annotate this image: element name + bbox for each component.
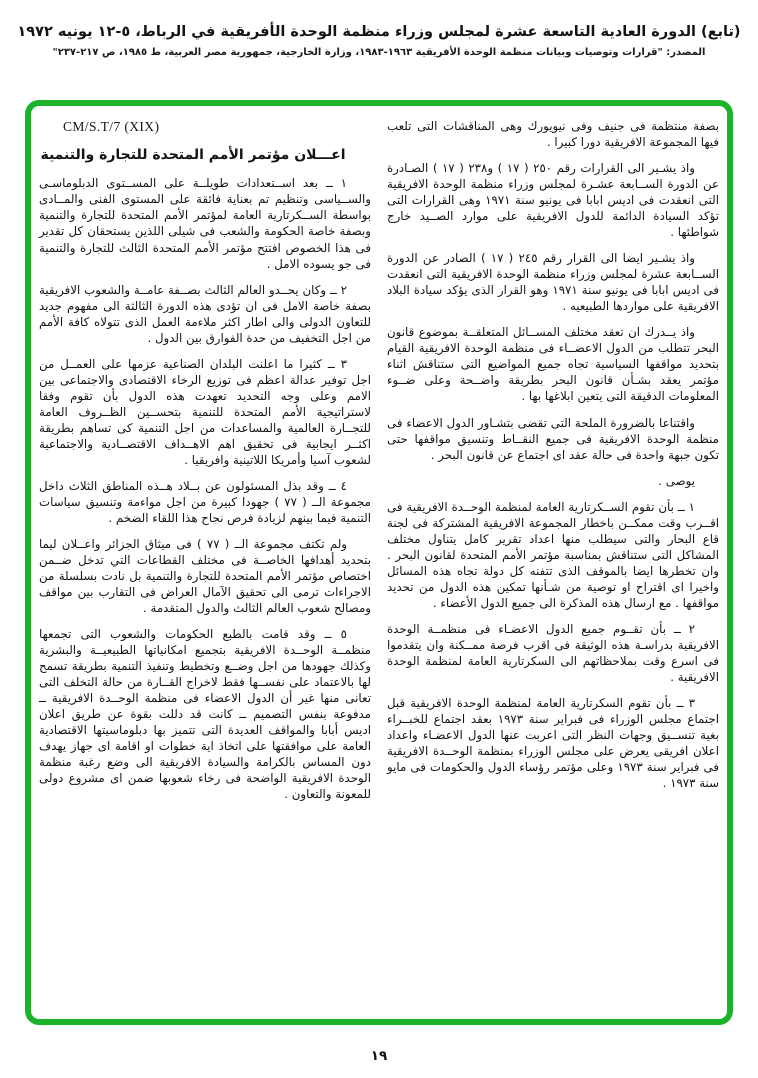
document-title: اعـــلان مؤتمر الأمم المتحدة للتجارة والتنمية — [40, 147, 346, 164]
document-frame — [25, 100, 733, 1025]
document-reference: CM/S.T/7 (XIX) — [63, 119, 160, 134]
paragraph: ولم تكتف مجموعة الــ ( ٧٧ ) فى ميثاق الجزائر واعــلان ليما بتحديد أهدافها الخاصــة فى مختلف القطاعات التي تدخل ضــمن اختصاص مؤتمر الأمم المتحدة للتجارة والتنمية بل نادت بسلسلة من الاجراءات ترمى الى تحقيق الآمال العراض فى التقارب بين مواقف ومصالح شعوب العالم الثالث والدول المتقدمة . — [39, 537, 371, 616]
recommendation-item: ٣ ــ بأن تقوم السكرتارية العامة لمنظمة الوحدة الافريقية قبل اجتماع مجلس الوزراء فى فبراير سنة ١٩٧٣ بعقد اجتماع للخبــراء بغية تنســيق وجهات النظر التى اعربت عنها الدول الاعضـاء واعداد اعلان افريقى يعرض على مجلس الوزراء بمنظمة الوحــدة الافريقية فى فبراير سنة ١٩٧٣ وعلى مؤتمر رؤساء الدول والحكومات فى مايو سنة ١٩٧٣ . — [387, 695, 719, 791]
source-citation: المصدر: "قرارات وتوصيات وبيانات منظمة الوحدة الأفريقية ١٩٦٣-١٩٨٣، وزارة الخارجية، جمهورية مصر العربية، ط ١٩٨٥، ص ٢١٧-٢٣٧" — [52, 47, 706, 58]
recommendation-heading: يوصى . — [658, 473, 695, 488]
right-column — [387, 118, 719, 1011]
left-column — [39, 118, 371, 1011]
session-title: (تابع) الدورة العادية التاسعة عشرة لمجلس وزراء منظمة الوحدة الأفريقية في الرباط، ٥-١٢ يونيه ١٩٧٢ — [17, 24, 741, 40]
recommendation-item: ٢ ــ بأن تقــوم جميع الدول الاعضـاء فى منظمــة الوحدة الافريقية بدراسـة هذه الوثيقة فى اقرب فرصة ممــكنة وان يتقدموا فى اسرع وقت بملاحظاتهم الى السكرتارية العامة لمنظمة الوحدة الافريقية . — [387, 621, 719, 684]
recommendation-item: ١ ــ بأن تقوم الســكرتارية العامة لمنظمة الوحــدة الافريقية فى اقــرب وقت ممكــن باخطار المجموعة الافريقية المشتركة فى لجنة قاع البحار والتى سيطلب منها اعداد تقرير كامل يتناول مختلف المشاكل التى ستناقش بمناسبة مؤتمر الأمم المتحدة لقانون البحر . وان تخطرها ايضا بالموقف الذى تتفنه كل دولة تجاه هذه المسائل واخيرا اى اقتراح او توصية من شـأنها تمكين هذه الدول من تحديد مواقفها . مع ارسال هذه المذكرة الى جميع الدول الأعضاء . — [387, 499, 719, 610]
paragraph: واذ يــدرك ان تعقد مختلف المســائل المتعلقــة بموضوع قانون البحر تتطلب من الدول الاعضــاء فى منظمة الوحدة الافريقية القيام بتحديد مواقفها السياسية تجاه جميع المواضيع التى ستناقش اثناء مؤتمر يعقد بشـأن قانون البحر بطريقة واضــحة وعلى ضــوء المعلومات الدقيقة التى يتعين ابلاغها بها . — [387, 325, 719, 404]
paragraph: ٣ ــ كثيرا ما اعلنت البلدان الصناعية عزمها على العمــل من اجل توفير عدالة اعظم فى توزيع الرخاء الاقتصادى والاجتماعى بين الامم وعلى وجه التحديد تعهدت هذه الدول بأن تقوم وفقا لاستراتيجية الأمم المتحدة للتنمية بتحســين الظــروف العامة للتجــارة العالمية والمساعدات من اجل التنمية كى تساهم بطريقة اكثــر ايجابية فى تحقيق اهم الاهــداف الاقتصــادية والاجتماعية لشعوب آسيا وأمريكا اللاتينية وافريقيا . — [39, 356, 371, 467]
page-number: ١٩ — [370, 1048, 388, 1064]
paragraph: ٥ ــ وقد قامت بالطبع الحكومات والشعوب التى تجمعها منظمــة الوحــدة الافريقية بتجميع امكانياتها الطبيعيــة والبشرية وكذلك جهودها من اجل وضــع وتخطيط وتنفيذ التنمية بطريقة تسمح لها بالاعتماد على نفســها فقط لاخراج القــارة من حالة التخلف التى تعانى منها غير أن الدول الاعضاء فى منظمة الوحــدة الافريقية ــ مدفوعة بنفس التصميم ــ كانت قد دللت بقوة عن طريق اعلان اديس أبابا والمواقف العديدة التى تتميز بها دبلوماسيتها الاقتصادية العامة على موافقتها على اتخاذ اية خطوات او اقامة اى جهاز يهدف دون المساس بالكرامة والسيادة الافريقية الى وضع رغبة منظمة الوحدة الافريقية الواضحة فى رخاء شعوبها ضمن اى مشروع دولى للمعونة والتعاون . — [39, 627, 371, 802]
paragraph: ٤ ــ وقد بذل المسئولون عن بــلاد هــذه المناطق الثلاث داخل مجموعة الــ ( ٧٧ ) جهودا كبيرة من اجل مواءمة وتنسيق سياسات التنمية فيما بينهم لزيادة فرص نجاح هذا اللقاء الضخم . — [39, 478, 371, 525]
paragraph: ٢ ــ وكان يحــدو العالم الثالث بصــفة عامــة والشعوب الافريقية بصفة خاصة الامل فى ان تؤدى هذه الدورة الثالثة الى مفهوم جديد للتعاون الدولى والى اطار اكثر ملاءمة العمل الذى تتولاه كافة الأمم من اجل التخفيف من حدة الفوارق بين الدول . — [39, 282, 371, 345]
paragraph: ١ ــ بعد اســتعدادات طويلــة على المســتوى الدبلوماسـى والســياسى وتنظيم تم بعناية فائقة على المستوى الفنى والمــادى بواسطة الســكرتارية العامة لمؤتمر الأمم المتحدة للتجارة والتنمية وبصفة خاصة الحكومة والشعب فى شيلى اللذين يستحقان كل تقدير فى هذا الخصوص افتتح مؤتمر الأمم المتحدة الثالث للتجارة والتنمية فى جو يسوده الامل . — [39, 176, 371, 271]
paragraph: واذ يشـير ايضا الى القرار رقم ٢٤٥ ( ١٧ ) الصادر عن الدورة الســابعة عشرة لمجلس وزراء منظمة الوحدة الافريقية التى انعقدت فى اديس ابابا فى يونيو سنة ١٩٧١ وهو القرار الذى يؤكد سيادة البلاد الافريقية على مواردها الطبيعيه . — [387, 251, 719, 314]
page-header — [0, 0, 758, 58]
two-column-layout — [39, 118, 719, 1011]
paragraph: واذ يشـير الى القرارات رقم ٢٥٠ ( ١٧ ) و٢٣٨ ( ١٧ ) الصـادرة عن الدورة الســابعة عشـرة لمجلس وزراء منظمة الوحدة الافريقية التى انعقدت فى اديس ابابا فى يونيو سنة ١٩٧١ وهى القرارات التى تؤكد السيادة الدائمة للدول الافريقية على موارد الصــيد خارج شواطئها . — [387, 161, 719, 240]
paragraph: بصفة منتظمة فى جنيف وفى نيويورك وهى المناقشات التى تلعب فيها المجموعة الافريقية دورا كبيرا . — [387, 119, 719, 150]
paragraph: واقتناعا بالضرورة الملحة التى تقضى بتشـاور الدول الاعضاء فى منظمة الوحدة الافريقية فى جميع النقــاط وتنسيق مواقفها حتى تكون جبهة واحدة فى حالة عقد اى اجتماع عن قانون البحر . — [387, 415, 719, 462]
